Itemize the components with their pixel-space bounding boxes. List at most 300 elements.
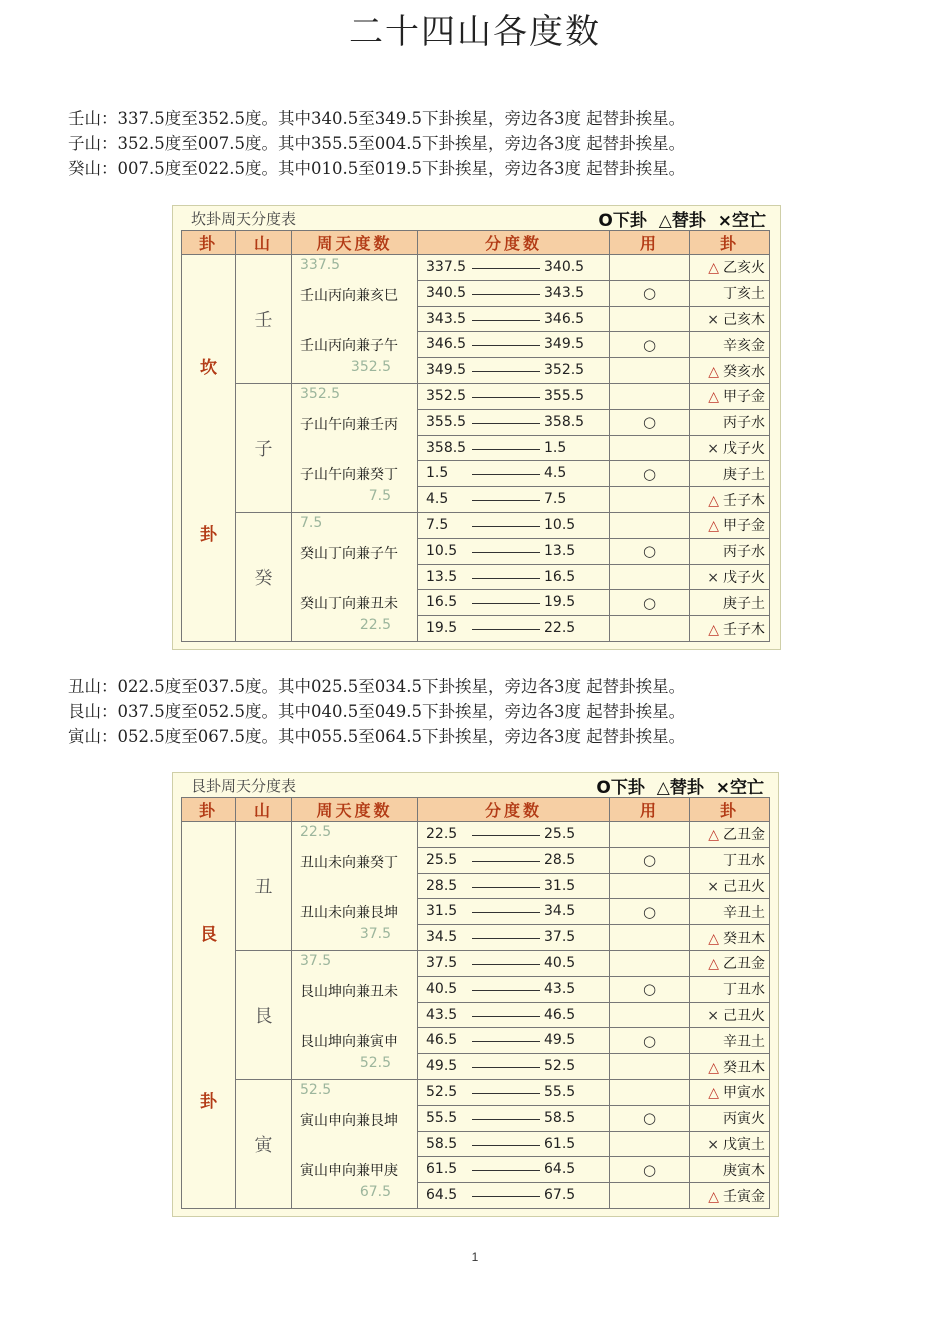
fen-du-cell: [418, 306, 610, 332]
range-line: [472, 1170, 540, 1171]
zhou-tian-cell: [292, 950, 418, 1079]
fen-du-end: 46.5: [544, 1006, 576, 1023]
gua-value-cell: [690, 383, 770, 409]
zhou-tian-cell: [292, 383, 418, 512]
paragraph-line: 寅山：052.5度至067.5度。其中055.5至064.5下卦挨星，旁边各3度 起替卦挨星。: [68, 727, 686, 746]
fen-du-end: 4.5: [544, 465, 567, 482]
fen-du-start: 40.5: [426, 980, 458, 997]
header-row: [182, 231, 770, 255]
fen-du-cell: [418, 1183, 610, 1209]
range-line: [472, 835, 540, 836]
fen-du-cell: [418, 590, 610, 616]
ti-gua-triangle-icon: △: [708, 1188, 719, 1205]
zhou-start: 22.5: [300, 824, 332, 840]
range-line: [472, 1119, 540, 1120]
zhou-end: 67.5: [359, 1183, 391, 1200]
header-gua: 卦: [182, 798, 236, 822]
yong-cell: [610, 925, 690, 951]
ti-gua-triangle-icon: △: [708, 827, 719, 844]
gua-value-cell: [690, 512, 770, 538]
header-yong: 用: [610, 798, 690, 822]
fen-du-start: 13.5: [426, 568, 458, 585]
yong-cell: [610, 616, 690, 642]
gua-value: 己丑火: [723, 1007, 765, 1024]
xia-gua-circle-icon: ○: [642, 980, 657, 999]
header-row: [182, 798, 770, 822]
fen-du-cell: [418, 822, 610, 848]
paragraph-line: 丑山：022.5度至037.5度。其中025.5至034.5下卦挨星，旁边各3度 起替卦挨星。: [68, 677, 686, 696]
table-row: [182, 255, 770, 281]
fen-du-cell: [418, 383, 610, 409]
xia-gua-circle-icon: ○: [642, 1109, 657, 1128]
gua-value: 丁亥土: [723, 286, 765, 303]
fen-du-end: 28.5: [544, 851, 576, 868]
zhou-direction-2: 子山午向兼癸丁: [300, 466, 398, 483]
mountain-name: 寅: [236, 1079, 292, 1208]
ti-gua-triangle-icon: △: [708, 492, 719, 509]
range-line: [472, 268, 540, 269]
fen-du-start: 358.5: [426, 439, 467, 456]
fen-du-cell: [418, 1002, 610, 1028]
yong-cell: [610, 1131, 690, 1157]
range-line: [472, 603, 540, 604]
fen-du-start: 22.5: [426, 826, 458, 842]
gua-value-cell: [690, 847, 770, 873]
gua-value-cell: [690, 822, 770, 848]
yong-cell: [610, 1183, 690, 1209]
gua-value: 乙丑金: [723, 956, 765, 973]
kong-wang-cross-icon: ×: [707, 311, 719, 328]
gua-value: 庚子土: [723, 595, 765, 612]
mountain-name: 癸: [236, 512, 292, 641]
fen-du-end: 1.5: [544, 439, 567, 456]
fen-du-end: 64.5: [544, 1161, 576, 1178]
yong-cell: [610, 1002, 690, 1028]
fen-du-start: 4.5: [426, 491, 449, 508]
fen-du-end: 25.5: [544, 826, 576, 842]
gua-value-cell: [690, 1105, 770, 1131]
yong-cell: [610, 976, 690, 1002]
fen-du-start: 346.5: [426, 336, 467, 353]
kong-wang-cross-icon: ×: [707, 1136, 719, 1153]
yong-cell: [610, 332, 690, 358]
table-row: [182, 512, 770, 538]
gua-value: 丙寅火: [723, 1111, 765, 1128]
fen-du-cell: [418, 332, 610, 358]
xia-gua-circle-icon: ○: [642, 335, 657, 354]
range-line: [472, 345, 540, 346]
gua-name-bottom: 卦: [200, 525, 217, 545]
gua-value: 癸亥水: [723, 363, 765, 380]
header-fen: 分度数: [418, 798, 610, 822]
yong-cell: [610, 255, 690, 281]
header-shan: 山: [236, 798, 292, 822]
fen-du-cell: [418, 950, 610, 976]
fen-du-end: 10.5: [544, 516, 576, 533]
ti-gua-triangle-icon: △: [708, 956, 719, 973]
fen-du-start: 49.5: [426, 1058, 458, 1075]
kong-wang-cross-icon: ×: [707, 878, 719, 895]
yong-cell: [610, 564, 690, 590]
table-name: 坎卦周天分度表: [191, 210, 297, 228]
fen-du-end: 58.5: [544, 1109, 576, 1126]
gua-value: 戊寅土: [723, 1136, 765, 1153]
fen-du-end: 346.5: [544, 310, 585, 327]
zhou-start: 352.5: [300, 385, 341, 402]
range-line: [472, 938, 540, 939]
fen-du-start: 46.5: [426, 1032, 458, 1049]
fen-du-start: 337.5: [426, 259, 467, 275]
fen-du-end: 43.5: [544, 980, 576, 997]
kong-wang-cross-icon: ×: [707, 1007, 719, 1024]
fen-du-cell: [418, 616, 610, 642]
fen-du-cell: [418, 1079, 610, 1105]
range-line: [472, 320, 540, 321]
gua-name-bottom: 卦: [200, 1092, 217, 1112]
gua-value: 丙子水: [723, 544, 765, 561]
gua-value-cell: [690, 1002, 770, 1028]
ti-gua-triangle-icon: △: [708, 260, 719, 277]
yong-cell: [610, 409, 690, 435]
fen-du-end: 343.5: [544, 284, 585, 301]
fen-du-end: 16.5: [544, 568, 576, 585]
range-line: [472, 1016, 540, 1017]
yong-cell: [610, 1105, 690, 1131]
gua-value: 辛丑土: [723, 1033, 765, 1050]
yong-cell: [610, 950, 690, 976]
fen-du-cell: [418, 1105, 610, 1131]
gua-value: 壬子木: [723, 621, 765, 638]
fen-du-end: 355.5: [544, 387, 585, 404]
fen-du-cell: [418, 255, 610, 281]
yong-cell: [610, 383, 690, 409]
fen-du-cell: [418, 461, 610, 487]
paragraph-line: 艮山：037.5度至052.5度。其中040.5至049.5下卦挨星，旁边各3度 起替卦挨星。: [68, 702, 686, 721]
ti-gua-triangle-icon: △: [708, 621, 719, 638]
mountain-name: 子: [236, 383, 292, 512]
gua-value-cell: [690, 332, 770, 358]
gua-value-cell: [690, 950, 770, 976]
gua-value: 丁丑水: [723, 982, 765, 999]
yong-cell: [610, 847, 690, 873]
gua-grid: [181, 797, 770, 1209]
fen-du-start: 16.5: [426, 594, 458, 611]
gua-value-cell: [690, 590, 770, 616]
gua-value: 戊子火: [723, 569, 765, 586]
ti-gua-triangle-icon: △: [708, 518, 719, 535]
range-line: [472, 449, 540, 450]
fen-du-cell: [418, 1157, 610, 1183]
fen-du-end: 55.5: [544, 1083, 576, 1100]
zhou-direction-2: 壬山丙向兼子午: [300, 338, 398, 354]
fen-du-cell: [418, 899, 610, 925]
zhou-direction-2: 丑山未向兼艮坤: [300, 905, 398, 921]
fen-du-start: 28.5: [426, 877, 458, 894]
zhou-direction-1: 壬山丙向兼亥巳: [300, 288, 398, 304]
gua-value-cell: [690, 873, 770, 899]
table-row: [182, 950, 770, 976]
gua-value-cell: [690, 255, 770, 281]
fen-du-start: 34.5: [426, 929, 458, 946]
header-fen: 分度数: [418, 231, 610, 255]
fen-du-cell: [418, 280, 610, 306]
gua-value-cell: [690, 409, 770, 435]
mountain-name: 壬: [236, 255, 292, 384]
zhou-end: 352.5: [350, 359, 391, 375]
gua-value-cell: [690, 1131, 770, 1157]
gua-value: 甲子金: [723, 389, 765, 406]
zhou-tian-cell: [292, 512, 418, 641]
header-yonggua: 卦: [690, 231, 770, 255]
gua-value: 丁丑水: [723, 853, 765, 870]
zhou-end: 22.5: [359, 616, 391, 633]
table-caption: [173, 206, 780, 230]
range-line: [472, 500, 540, 501]
yong-cell: [610, 873, 690, 899]
range-line: [472, 474, 540, 475]
fen-du-end: 31.5: [544, 877, 576, 894]
fen-du-cell: [418, 435, 610, 461]
fen-du-end: 19.5: [544, 594, 576, 611]
gua-value: 乙丑金: [723, 827, 765, 844]
gua-value: 辛亥金: [723, 337, 765, 354]
zhou-tian-cell: [292, 1079, 418, 1208]
paragraph-line: 癸山：007.5度至022.5度。其中010.5至019.5下卦挨星，旁边各3度 起替卦挨星。: [68, 159, 686, 178]
range-line: [472, 423, 540, 424]
range-line: [472, 912, 540, 913]
yong-cell: [610, 306, 690, 332]
yong-cell: [610, 1079, 690, 1105]
gua-value: 丙子水: [723, 415, 765, 432]
xia-gua-circle-icon: ○: [642, 413, 657, 432]
gua-value: 甲寅水: [723, 1085, 765, 1102]
header-zhou: 周天度数: [292, 798, 418, 822]
xia-gua-circle-icon: ○: [642, 593, 657, 612]
fen-du-start: 55.5: [426, 1109, 458, 1126]
zhou-start: 52.5: [300, 1081, 332, 1098]
fen-du-cell: [418, 1054, 610, 1080]
fen-du-end: 22.5: [544, 620, 576, 637]
paragraph-block-top: [68, 106, 908, 181]
header-zhou: 周天度数: [292, 231, 418, 255]
table-name: 艮卦周天分度表: [191, 777, 297, 795]
fen-du-end: 358.5: [544, 413, 585, 430]
mountain-name: 丑: [236, 822, 292, 951]
header-yong: 用: [610, 231, 690, 255]
ti-gua-triangle-icon: △: [708, 1085, 719, 1102]
fen-du-end: 13.5: [544, 542, 576, 559]
range-line: [472, 629, 540, 630]
zhou-end: 7.5: [368, 487, 391, 504]
gua-value: 庚寅木: [723, 1162, 765, 1179]
yong-cell: [610, 1028, 690, 1054]
kong-wang-cross-icon: ×: [707, 569, 719, 586]
fen-du-start: 31.5: [426, 903, 458, 920]
gua-value-cell: [690, 564, 770, 590]
gua-value-cell: [690, 925, 770, 951]
gua-name-cell: [182, 255, 236, 642]
gua-value: 壬子木: [723, 492, 765, 509]
xia-gua-circle-icon: ○: [642, 851, 657, 870]
range-line: [472, 1093, 540, 1094]
fen-du-cell: [418, 409, 610, 435]
gua-value-cell: [690, 306, 770, 332]
table-row: [182, 822, 770, 848]
fen-du-start: 25.5: [426, 851, 458, 868]
gua-value-cell: [690, 538, 770, 564]
fen-du-cell: [418, 925, 610, 951]
zhou-direction-2: 艮山坤向兼寅申: [300, 1033, 398, 1050]
fen-du-end: 52.5: [544, 1058, 576, 1075]
yong-cell: [610, 822, 690, 848]
header-gua: 卦: [182, 231, 236, 255]
zhou-direction-2: 癸山丁向兼丑未: [300, 595, 398, 612]
gua-value-cell: [690, 435, 770, 461]
zhou-direction-1: 寅山申向兼艮坤: [300, 1112, 398, 1129]
range-line: [472, 861, 540, 862]
gua-value-cell: [690, 1079, 770, 1105]
fen-du-end: 40.5: [544, 954, 576, 971]
gua-name-cell: [182, 822, 236, 1209]
yong-cell: [610, 590, 690, 616]
page-title: 二十四山各度数: [349, 12, 601, 52]
fen-du-start: 52.5: [426, 1083, 458, 1100]
fen-du-cell: [418, 1028, 610, 1054]
range-line: [472, 294, 540, 295]
gua-value: 辛丑土: [723, 904, 765, 921]
zhou-end: 37.5: [359, 926, 391, 942]
ti-gua-triangle-icon: △: [708, 389, 719, 406]
zhou-direction-1: 癸山丁向兼子午: [300, 545, 398, 562]
range-line: [472, 371, 540, 372]
xia-gua-circle-icon: ○: [642, 1031, 657, 1050]
kan-gua-table: [172, 205, 781, 650]
zhou-start: 37.5: [300, 952, 332, 969]
fen-du-cell: [418, 873, 610, 899]
gua-value: 戊子火: [723, 440, 765, 457]
table-row: [182, 1079, 770, 1105]
fen-du-cell: [418, 538, 610, 564]
fen-du-start: 58.5: [426, 1135, 458, 1152]
range-line: [472, 964, 540, 965]
xia-gua-circle-icon: ○: [642, 464, 657, 483]
gua-value-cell: [690, 487, 770, 513]
range-line: [472, 1041, 540, 1042]
fen-du-start: 19.5: [426, 620, 458, 637]
yong-cell: [610, 538, 690, 564]
yong-cell: [610, 358, 690, 384]
fen-du-start: 1.5: [426, 465, 449, 482]
zhou-tian-cell: [292, 822, 418, 951]
ti-gua-triangle-icon: △: [708, 1059, 719, 1076]
range-line: [472, 397, 540, 398]
gua-value-cell: [690, 899, 770, 925]
gua-value: 庚子土: [723, 466, 765, 483]
gua-value-cell: [690, 280, 770, 306]
gua-value-cell: [690, 1028, 770, 1054]
gua-name-top: 坎: [200, 358, 217, 378]
fen-du-start: 340.5: [426, 284, 467, 301]
fen-du-start: 43.5: [426, 1006, 458, 1023]
yong-cell: [610, 1054, 690, 1080]
gua-value-cell: [690, 1157, 770, 1183]
gua-value: 癸丑木: [723, 930, 765, 947]
paragraph-line: 子山：352.5度至007.5度。其中355.5至004.5下卦挨星，旁边各3度 起替卦挨星。: [68, 134, 686, 153]
header-yonggua: 卦: [690, 798, 770, 822]
page-number: 1: [471, 1250, 479, 1264]
range-line: [472, 990, 540, 991]
yong-cell: [610, 1157, 690, 1183]
yong-cell: [610, 435, 690, 461]
ti-gua-triangle-icon: △: [708, 930, 719, 947]
fen-du-cell: [418, 512, 610, 538]
zhou-start: 7.5: [300, 514, 323, 531]
xia-gua-circle-icon: ○: [642, 542, 657, 561]
fen-du-cell: [418, 358, 610, 384]
yong-cell: [610, 899, 690, 925]
zhou-start: 337.5: [300, 257, 341, 273]
fen-du-end: 37.5: [544, 929, 576, 946]
fen-du-start: 7.5: [426, 516, 449, 533]
zhou-direction-2: 寅山申向兼甲庚: [300, 1162, 398, 1179]
range-line: [472, 1145, 540, 1146]
zhou-direction-1: 艮山坤向兼丑未: [300, 983, 398, 1000]
gua-value: 乙亥火: [723, 260, 765, 277]
fen-du-start: 343.5: [426, 310, 467, 327]
yong-cell: [610, 280, 690, 306]
yong-cell: [610, 487, 690, 513]
range-line: [472, 578, 540, 579]
fen-du-start: 352.5: [426, 387, 467, 404]
fen-du-end: 352.5: [544, 362, 585, 379]
kong-wang-cross-icon: ×: [707, 440, 719, 457]
fen-du-cell: [418, 487, 610, 513]
zhou-tian-cell: [292, 255, 418, 384]
gen-gua-table: [172, 772, 779, 1217]
fen-du-end: 49.5: [544, 1032, 576, 1049]
fen-du-start: 349.5: [426, 362, 467, 379]
gua-value: 癸丑木: [723, 1059, 765, 1076]
fen-du-cell: [418, 976, 610, 1002]
ti-gua-triangle-icon: △: [708, 363, 719, 380]
header-shan: 山: [236, 231, 292, 255]
gua-grid: [181, 230, 770, 642]
gua-value-cell: [690, 616, 770, 642]
xia-gua-circle-icon: ○: [642, 902, 657, 921]
fen-du-start: 355.5: [426, 413, 467, 430]
zhou-direction-1: 子山午向兼壬丙: [300, 416, 398, 433]
legend: O下卦 △替卦 ×空亡: [598, 211, 766, 231]
gua-value-cell: [690, 1183, 770, 1209]
xia-gua-circle-icon: ○: [642, 1160, 657, 1179]
table-row: [182, 383, 770, 409]
gua-value: 己亥木: [723, 311, 765, 328]
gua-name-top: 艮: [200, 925, 217, 945]
range-line: [472, 1196, 540, 1197]
range-line: [472, 552, 540, 553]
fen-du-start: 61.5: [426, 1161, 458, 1178]
range-line: [472, 1067, 540, 1068]
fen-du-start: 64.5: [426, 1187, 458, 1204]
zhou-end: 52.5: [359, 1054, 391, 1071]
gua-value: 壬寅金: [723, 1188, 765, 1205]
fen-du-start: 37.5: [426, 954, 458, 971]
fen-du-start: 10.5: [426, 542, 458, 559]
fen-du-end: 34.5: [544, 903, 576, 920]
gua-value-cell: [690, 461, 770, 487]
xia-gua-circle-icon: ○: [642, 284, 657, 303]
range-line: [472, 887, 540, 888]
